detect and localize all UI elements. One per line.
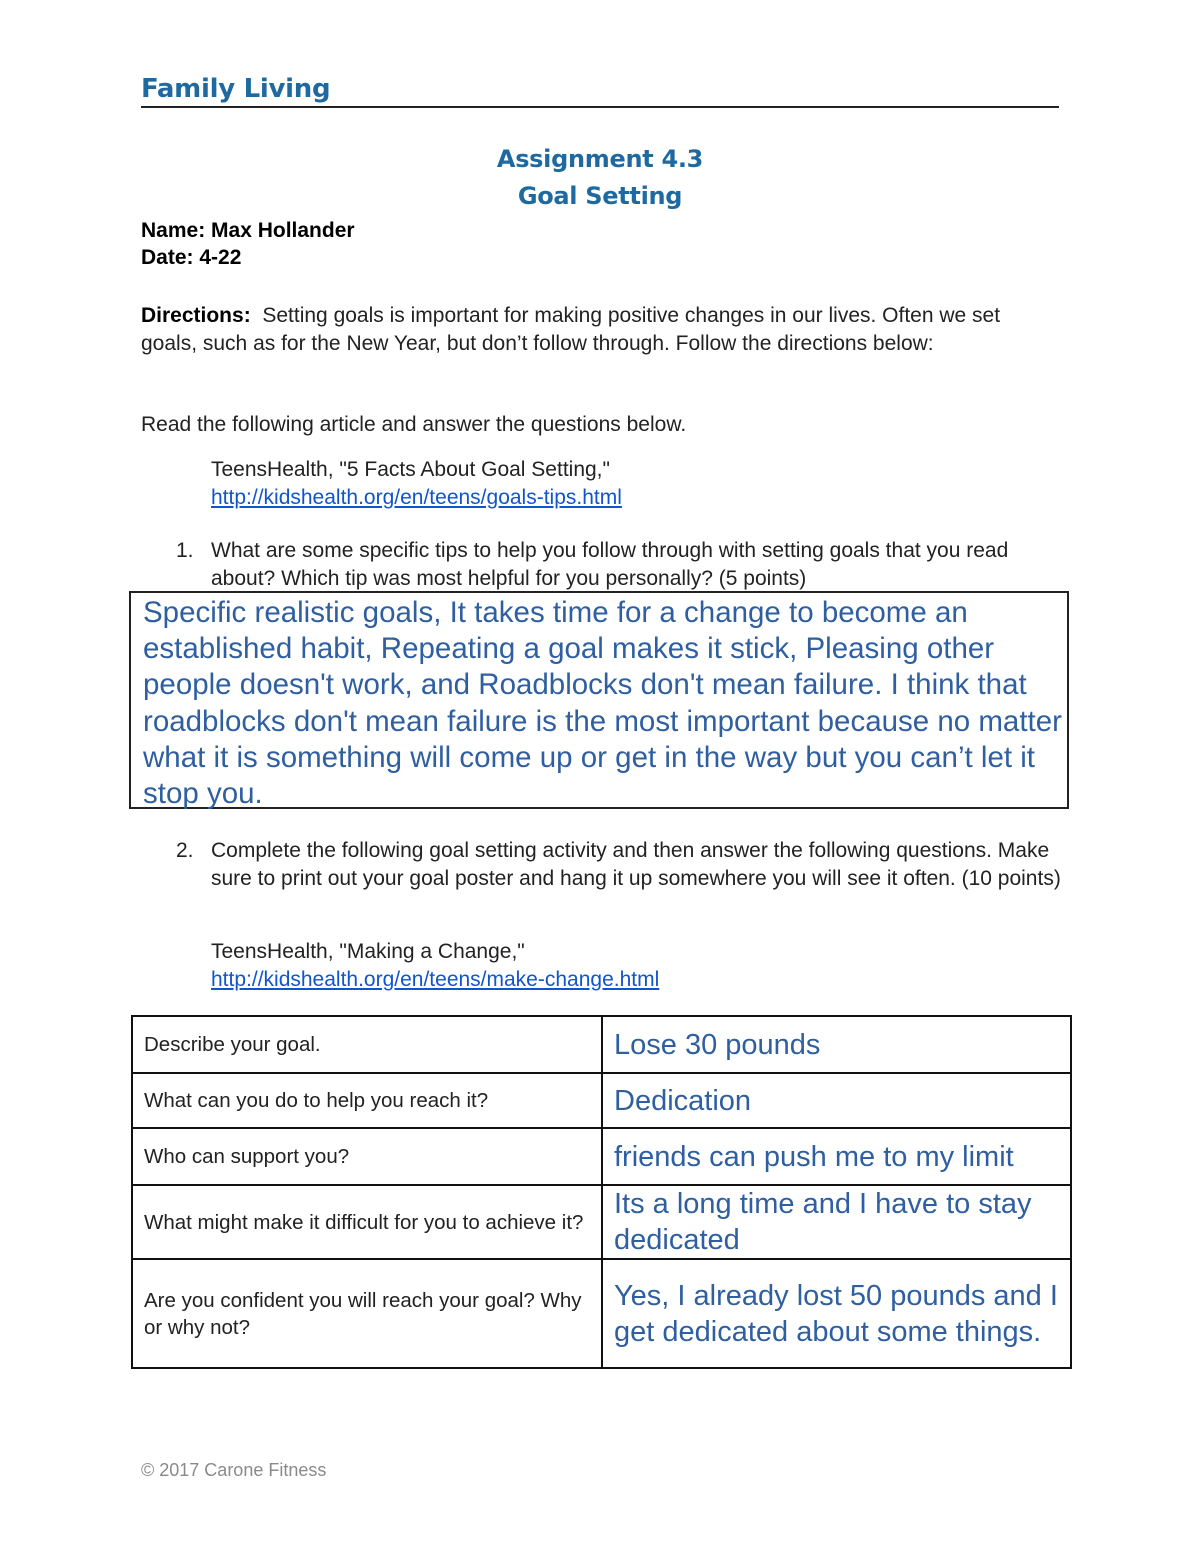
student-name: Name: Max Hollander (141, 219, 355, 242)
article-citation-2 (211, 938, 659, 993)
article-2-title: TeensHealth, "Making a Change," (211, 940, 525, 963)
assignment-number: Assignment 4.3 (496, 145, 704, 173)
article-1-link[interactable]: http://kidshealth.org/en/teens/goals-tips.html (211, 485, 622, 509)
course-title: Family Living (141, 74, 331, 104)
goal-question-cell: Describe your goal. (132, 1016, 602, 1073)
question-1-answer: Specific realistic goals, It takes time for a change to become an established habit, Repeating a goal makes it stick, Pleasing other people doesn't work, and Roadblocks don't mean failure. I think that roadblocks don't mean failure is the most important because no matter what it is something will come up or get in the way but you can’t let it stop you. (143, 596, 1062, 811)
goal-answer-cell[interactable]: Yes, I already lost 50 pounds and I get dedicated about some things. (602, 1259, 1071, 1368)
question-1-number: 1. (176, 539, 194, 562)
question-2-number: 2. (176, 839, 194, 862)
goal-question-cell: Who can support you? (132, 1128, 602, 1185)
table-row (132, 1073, 1071, 1128)
goal-answer-cell[interactable]: friends can push me to my limit (602, 1128, 1071, 1185)
directions-text: Setting goals is important for making positive changes in our lives. Often we set goals, such as for the New Year, but don’t follow through. Follow the directions below: (141, 304, 1001, 355)
goal-answer-cell[interactable]: Dedication (602, 1073, 1071, 1128)
assignment-topic: Goal Setting (517, 182, 683, 210)
goal-setting-table (131, 1015, 1072, 1369)
goal-answer-cell[interactable]: Its a long time and I have to stay dedicated (602, 1185, 1071, 1259)
goal-question-cell: What can you do to help you reach it? (132, 1073, 602, 1128)
goal-question-cell: What might make it difficult for you to achieve it? (132, 1185, 602, 1259)
goal-question-cell: Are you confident you will reach your goal? Why or why not? (132, 1259, 602, 1368)
table-row (132, 1259, 1071, 1368)
table-row (132, 1128, 1071, 1185)
article-2-link[interactable]: http://kidshealth.org/en/teens/make-change.html (211, 967, 660, 991)
article-1-title: TeensHealth, "5 Facts About Goal Setting," (211, 458, 610, 481)
table-row (132, 1016, 1071, 1073)
question-1-answer-box[interactable] (129, 591, 1069, 809)
directions-paragraph (141, 302, 1051, 357)
question-2-text: Complete the following goal setting activity and then answer the following questions. Make sure to print out your goal poster and hang it up somewhere you will see it often. (10 points) (211, 839, 1061, 890)
goal-answer-cell[interactable]: Lose 30 pounds (602, 1016, 1071, 1073)
question-1-text: What are some specific tips to help you follow through with setting goals that you read about? Which tip was most helpful for you personally? (5 points) (211, 539, 1009, 590)
read-instruction: Read the following article and answer the questions below. (141, 413, 687, 436)
table-row (132, 1185, 1071, 1259)
assignment-date: Date: 4-22 (141, 246, 242, 269)
article-citation-1 (211, 456, 622, 511)
copyright-footer: © 2017 Carone Fitness (141, 1460, 327, 1480)
directions-label: Directions: (141, 304, 251, 327)
header-divider (141, 106, 1059, 108)
